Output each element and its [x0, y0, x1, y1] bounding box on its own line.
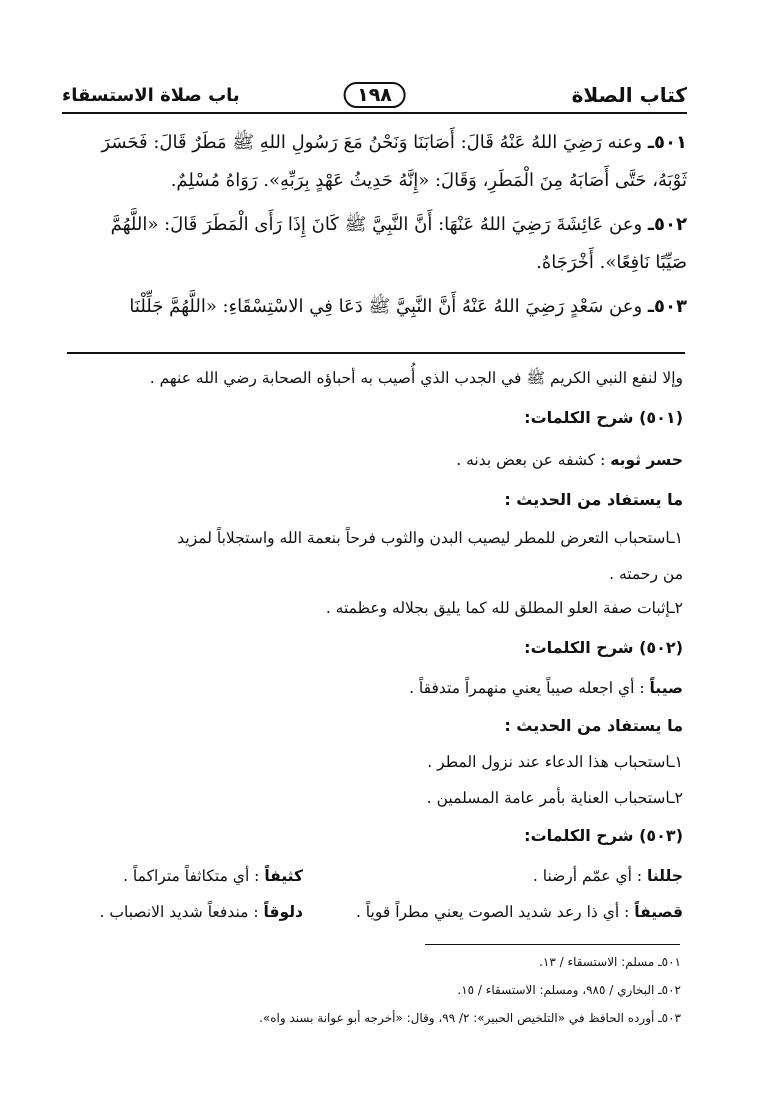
- word-def: : أي عمّم أرضنا .: [532, 867, 643, 885]
- word-key: حسر ثوبه: [610, 451, 683, 469]
- hadith-number: ٥٠٣ـ: [647, 296, 687, 317]
- book-title: كتاب الصلاة: [571, 83, 687, 107]
- definition-kathifan: [73, 866, 303, 886]
- heading-502-words: (٥٠٢) شرح الكلمات:: [524, 638, 683, 657]
- footnote-rule: [425, 944, 680, 945]
- word-key: جللنا: [647, 867, 683, 885]
- hadith-line: وعن عَائِشَةَ رَضِيَ اللهُ عَنْهَا: أَنَّ النَّبِيَّ ﷺ كَانَ إِذَا رَأَى الْمَطَرَ قَالَ: «اللَّهُمَّ: [110, 214, 643, 235]
- hadith-line: ثَوْبَهُ، حَتَّى أَصَابَهُ مِنَ الْمَطَرِ، وَقَالَ: «إِنَّهُ حَدِيثُ عَهْدٍ بِرَبِّهِ». رَوَاهُ مُسْلِمٌ.: [170, 170, 687, 191]
- benefit-502-2: ٢ـاستحباب العناية بأمر عامة المسلمين .: [426, 789, 683, 807]
- benefit-501-2: ٢ـإثبات صفة العلو المطلق لله كما يليق بجلاله وعظمته .: [325, 599, 683, 617]
- definition-qasifan: [356, 902, 683, 922]
- definitions-503-row2: [73, 902, 683, 922]
- heading-503-words: (٥٠٣) شرح الكلمات:: [524, 826, 683, 845]
- definition-jallilna: [533, 866, 683, 886]
- definition-501: [73, 450, 683, 470]
- footnote-503: ٥٠٣ـ أورده الحافظ في «التلخيص الحبير»: ٢/ ٩٩، وقال: «أخرجه أبو عوانة بسند واه».: [259, 1011, 681, 1025]
- word-key: دلوقاً: [263, 903, 303, 921]
- word-def: : أي متكاثفاً متراكماً .: [123, 867, 260, 885]
- definitions-503-row1: [73, 866, 683, 886]
- benefit-501-1: ١ـاستحباب التعرض للمطر ليصيب البدن والثوب فرحاً بنعمة الله واستجلاباً لمزيد: [177, 529, 683, 547]
- hadith-line: وعنه رَضِيَ اللهُ عَنْهُ قَالَ: أَصَابَنَا وَنَحْنُ مَعَ رَسُولِ اللهِ ﷺ مَطَرٌ قَالَ: فَحَسَرَ: [101, 132, 643, 153]
- benefit-502-1: ١ـاستحباب هذا الدعاء عند نزول المطر .: [427, 753, 683, 771]
- chapter-title: باب صلاة الاستسقاء: [62, 84, 240, 106]
- word-def: : كشفه عن بعض بدنه .: [456, 451, 606, 469]
- word-def: : أي ذا رعد شديد الصوت يعني مطراً قوياً .: [355, 903, 630, 921]
- heading-502-benefits: ما يستفاد من الحديث :: [504, 716, 683, 735]
- page-number: ١٩٨: [343, 82, 406, 108]
- footnote-501: ٥٠١ـ مسلم: الاستسقاء / ١٣.: [539, 955, 681, 969]
- word-def: : أي اجعله صيباً يعني منهمراً متدفقاً .: [409, 679, 645, 697]
- word-def: : مندفعاً شديد الانصباب .: [99, 903, 259, 921]
- hadith-number: ٥٠١ـ: [647, 132, 687, 153]
- heading-501-benefits: ما يستفاد من الحديث :: [504, 490, 683, 509]
- definition-502: [73, 678, 683, 698]
- hadith-number: ٥٠٢ـ: [647, 214, 687, 235]
- footnote-502: ٥٠٢ـ البخاري / ٩٨٥، ومسلم: الاستسقاء / ١٥.: [457, 983, 681, 997]
- intro-line: وإلا لنفع النبي الكريم ﷺ في الجدب الذي أُصيب به أحباؤه الصحابة رضي الله عنهم .: [149, 369, 683, 387]
- commentary: [73, 0, 683, 940]
- definition-daluqan: [73, 902, 303, 922]
- heading-501-words: (٥٠١) شرح الكلمات:: [524, 408, 683, 427]
- hadith-line: صَيِّبًا نَافِعًا». أَخْرَجَاهُ.: [536, 252, 687, 273]
- word-key: قصيفاً: [634, 903, 683, 921]
- hadith-line: وعن سَعْدٍ رَضِيَ اللهُ عَنْهُ أَنَّ النَّبِيَّ ﷺ دَعَا فِي الاسْتِسْقَاءِ: «اللَّهُمَّ جَلِّلْنَا: [129, 296, 643, 317]
- word-key: صيباً: [649, 679, 683, 697]
- benefit-501-1-cont: من رحمته .: [609, 565, 683, 583]
- word-key: كثيفاً: [264, 867, 303, 885]
